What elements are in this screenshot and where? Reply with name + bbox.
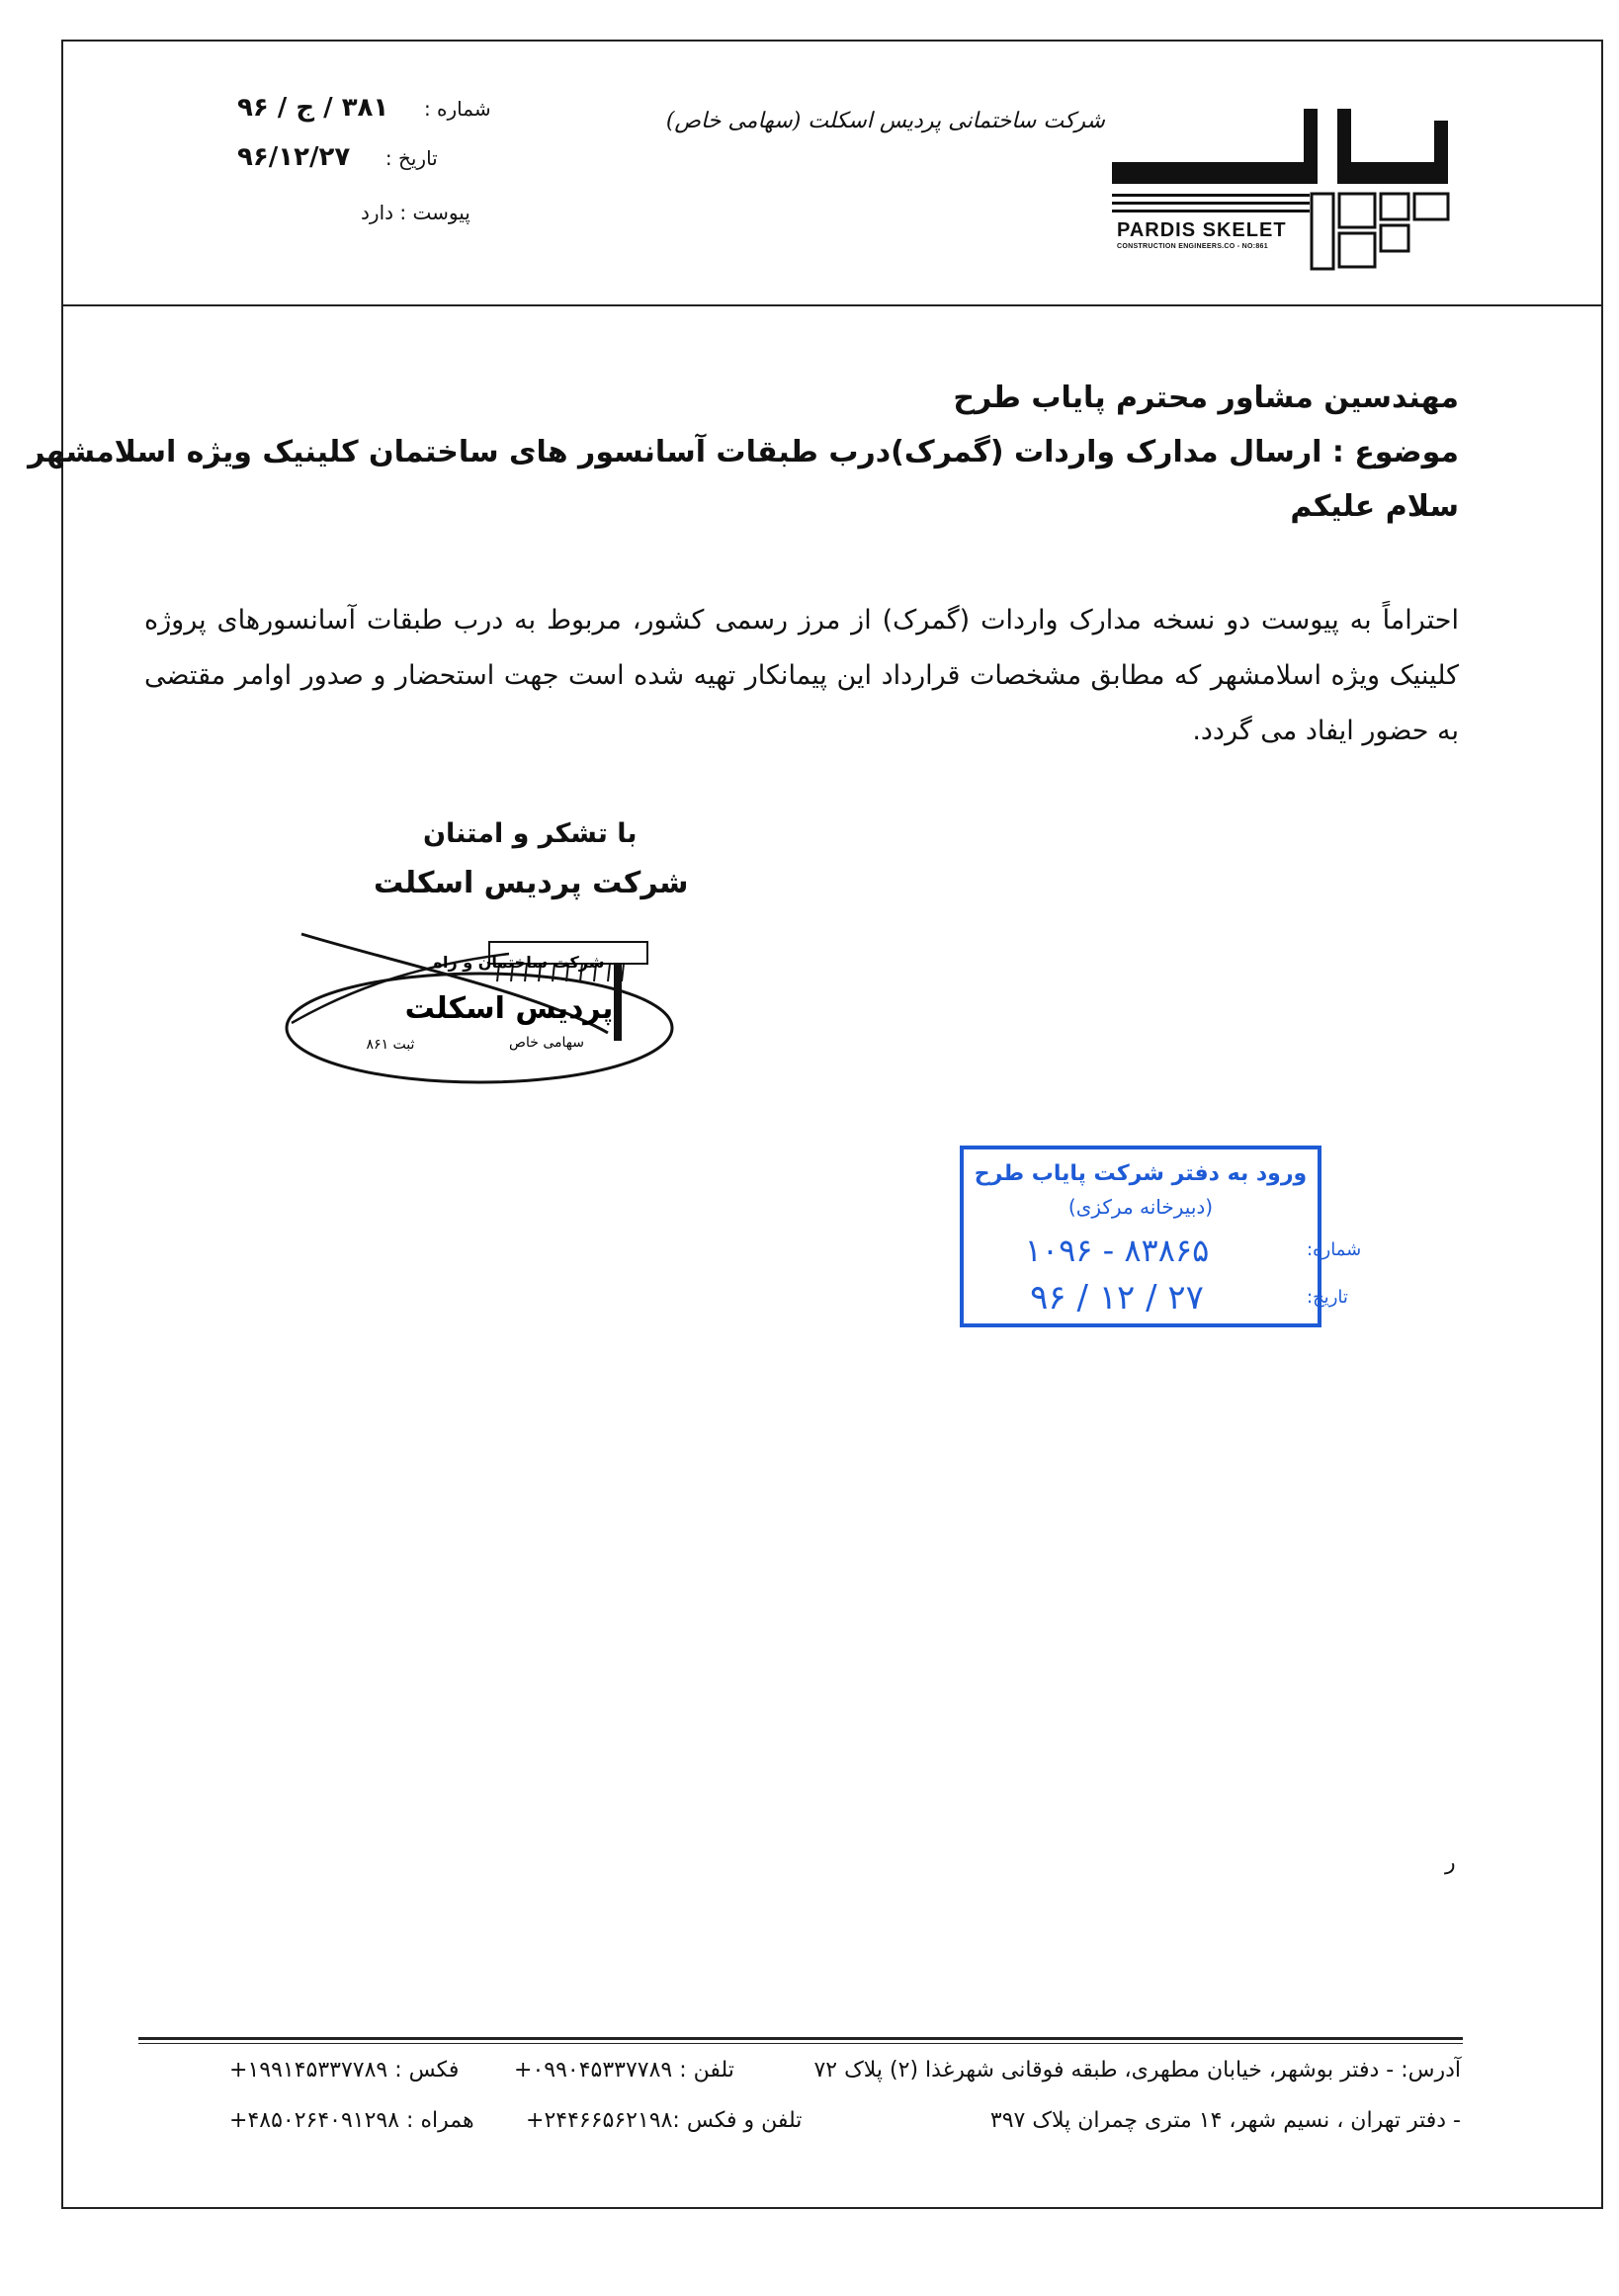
- recipient-line: مهندسین مشاور محترم پایاب طرح: [953, 381, 1459, 415]
- footer-address-tehran: - دفتر تهران ، نسیم شهر، ۱۴ متری چمران پلاک ۳۹۷: [989, 2108, 1461, 2133]
- letter-date-value: ۹۶/۱۲/۲۷: [237, 142, 351, 172]
- footer-fax-bushehr: فکس : ۱۹۹۱‎۴۵‎۳۳‎۷۷‎۸۹+: [229, 2058, 460, 2083]
- stamp-date-label: تاریخ:: [1307, 1287, 1348, 1308]
- footer-rule-thin: [138, 2043, 1463, 2044]
- company-seal: [282, 924, 697, 1092]
- letter-attachment: [361, 200, 470, 223]
- logo-tagline: شرکت ساختمانی پردیس اسکلت (سهامی خاص): [665, 109, 1105, 133]
- letter-number: [237, 95, 491, 121]
- footer-rule-thick: [138, 2037, 1463, 2040]
- received-stamp: [959, 1145, 1362, 1328]
- footer-address-bushehr: آدرس: - دفتر بوشهر، خیابان مطهری، طبقه فوقانی شهرغذا (۲) پلاک ۷۲: [813, 2058, 1461, 2083]
- header-divider: [63, 304, 1601, 306]
- letter-date: [237, 144, 438, 170]
- seal-line-2: پردیس اسکلت: [404, 991, 614, 1026]
- seal-line-1: شرکت ساختمان و راه: [433, 953, 605, 972]
- closing-line: با تشکر و امتنان: [423, 818, 638, 849]
- stamp-subtitle: (دبیرخانه مرکزی): [1067, 1195, 1214, 1219]
- letter-date-label: تاریخ :: [384, 146, 438, 170]
- seal-line-4: ثبت ۸۶۱: [366, 1037, 415, 1053]
- footer-mobile-tehran: همراه : ۴۸۵۰‎۲۶۴۰‎۹۱۲‎۹۸+: [229, 2108, 474, 2133]
- letter-attachment-text: پیوست : دارد: [361, 201, 470, 224]
- stamp-title: ورود به دفتر شرکت پایاب طرح: [974, 1161, 1308, 1186]
- footer-phone-bushehr: تلفن : ۰۹۹۰‎۴۵‎۳۳‎۷۷‎۸۹+: [514, 2058, 734, 2083]
- stamp-number-label: شماره:: [1307, 1239, 1362, 1260]
- logo-subtitle: CONSTRUCTION ENGINEERS.CO - NO:861: [1117, 243, 1268, 250]
- logo-name: PARDIS SKELET: [1117, 219, 1287, 241]
- page-frame: [61, 40, 1603, 2209]
- letter-number-value: ۳۸۱ / ج / ۹۶: [237, 93, 389, 123]
- letter-number-label: شماره :: [423, 97, 491, 121]
- footer-phone-tehran: تلفن و فکس :۲۴۴‎۶۶‎۵۶‎۲۱‎۹۸+: [526, 2108, 803, 2133]
- stamp-number-value: ۸۳۸۶۵ - ۱۰۹۶: [1024, 1232, 1210, 1269]
- stamp-date-value: ۲۷ / ۱۲ / ۹۶: [1030, 1278, 1204, 1318]
- greeting-line: سلام علیکم: [1290, 489, 1459, 524]
- subject-line: موضوع : ارسال مدارک واردات (گمرک)درب طبقات آسانسور های ساختمان کلینیک ویژه اسلامشهر: [28, 435, 1459, 469]
- stray-mark: ر: [1445, 1850, 1456, 1875]
- signature-company: شرکت پردیس اسکلت: [374, 866, 689, 900]
- letter-body: احتراماً به پیوست دو نسخه مدارک واردات (گمرک) از مرز رسمی کشور، مربوط به درب طبقات آسانسورهای پروژه کلینیک ویژه اسلامشهر که مطابق مشخصات قرارداد این پیمانکار تهیه شده است جهت استحضار و صدور اوامر مقتضی به حضور ایفاد می گردد.: [144, 605, 1459, 746]
- seal-line-3: سهامی خاص: [509, 1035, 584, 1051]
